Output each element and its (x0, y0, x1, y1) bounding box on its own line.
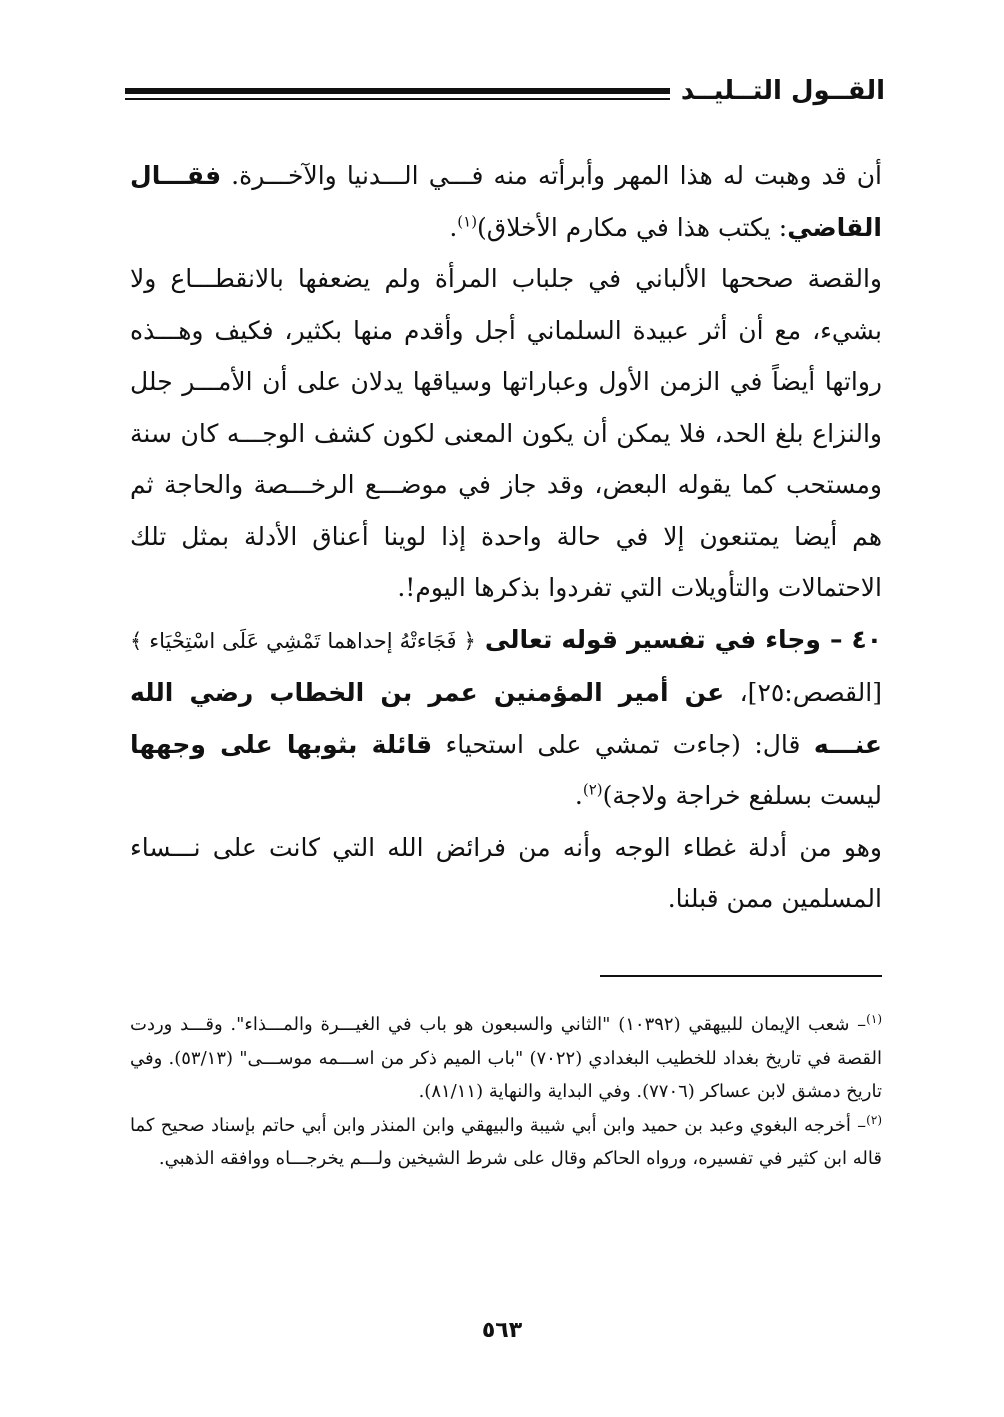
p1-end: . (449, 212, 458, 242)
footnote-1-text: – شعب الإيمان للبيهقي (١٠٣٩٢) "الثاني والسبعون هو باب في الغيـــرة والمـــذاء". وقـــد وردت القصة في تاريخ بغداد للخطيب البغدادي (٧٠٢٢) "باب الميم ذكر من اســـمه موســـى" (٥٣/١٣). وفي تاريخ دمشق لابن عساكر (٧٧٠٦). وفي البداية والنهاية (٨١/١١). (130, 1014, 883, 1102)
paragraph-1 (130, 150, 882, 253)
footnote-marker-1: (١) (866, 1012, 882, 1026)
p3-text-3: ليست بسلفع خراجة ولاجة) (602, 781, 882, 810)
p3-bold-2: عن أمير المؤمنين عمر بن الخطاب رضي الله عنـــه (130, 678, 882, 759)
p3-bold-heading: ٤٠ – وجاء في تفسير قوله تعالى (475, 624, 882, 654)
page-number: ٥٦٣ (481, 1318, 523, 1343)
header-rule (125, 88, 670, 94)
paragraph-4: وهو من أدلة غطاء الوجه وأنه من فرائض الله التي كانت على نـــساء المسلمين ممن قبلنا. (130, 832, 882, 913)
footnote-2 (130, 1109, 882, 1176)
p3-text-2: قال: (جاءت تمشي على استحياء (432, 729, 814, 759)
p3-text-1: [القصص:٢٥]، (724, 678, 882, 707)
footnote-separator (600, 975, 882, 977)
p1-bold: فقـــال القاضي (130, 161, 882, 242)
p3-end: . (574, 781, 583, 810)
footnotes (130, 1008, 882, 1176)
main-text (130, 150, 882, 925)
header-title: القــول التــليــد (680, 76, 885, 106)
footnote-ref-1[interactable]: (١) (457, 212, 478, 231)
paragraph-2: والقصة صححها الألباني في جلباب المرأة ولم يضعفها بالانقطـــاع ولا بشيء، مع أن أثر عبيدة السلماني أجل وأقدم منها بكثير، فكيف وهـــذه رواتها أيضاً في الزمن الأول وعباراتها وسياقها يدلان على أن الأمـــر جلل والنزاع بلغ الحد، فلا يمكن أن يكون المعنى لكون كشف الوجـــه كان سنة ومستحب كما يقوله البعض، وقد جاز في موضـــع الرخـــصة والحاجة ثم هم أيضا يمتنعون إلا في حالة واحدة إذا لوينا أعناق الأدلة بمثل تلك الاحتمالات والتأويلات التي تفردوا بذكرها اليوم!. (130, 264, 882, 602)
p1-text-2: : يكتب هذا في مكارم الأخلاق) (477, 212, 788, 242)
p1-text: أن قد وهبت له هذا المهر وأبرأته منه فـــي الـــدنيا والآخـــرة. (221, 161, 882, 190)
header-rule-thin (125, 98, 670, 100)
paragraph-3 (130, 614, 882, 822)
footnote-2-text: – أخرجه البغوي وعبد بن حميد وابن أبي شيبة والبيهقي وابن المنذر وابن أبي حاتم بإسناد صحيح كما قاله ابن كثير في تفسيره، ورواه الحاكم وقال على شرط الشيخين ولـــم يخرجـــاه ووافقه الذهبي. (130, 1114, 882, 1169)
quran-verse: ﴿ فَجَاءتْهُ إحداهما تَمْشِي عَلَى اسْتِحْيَاء ﴾ (130, 628, 476, 653)
footnote-ref-2[interactable]: (٢) (582, 780, 603, 799)
running-header (125, 70, 885, 120)
p3-bold-3: قائلة بثوبها على وجهها (130, 729, 433, 759)
footnote-marker-2: (٢) (866, 1112, 882, 1127)
footnote-1 (130, 1008, 882, 1109)
